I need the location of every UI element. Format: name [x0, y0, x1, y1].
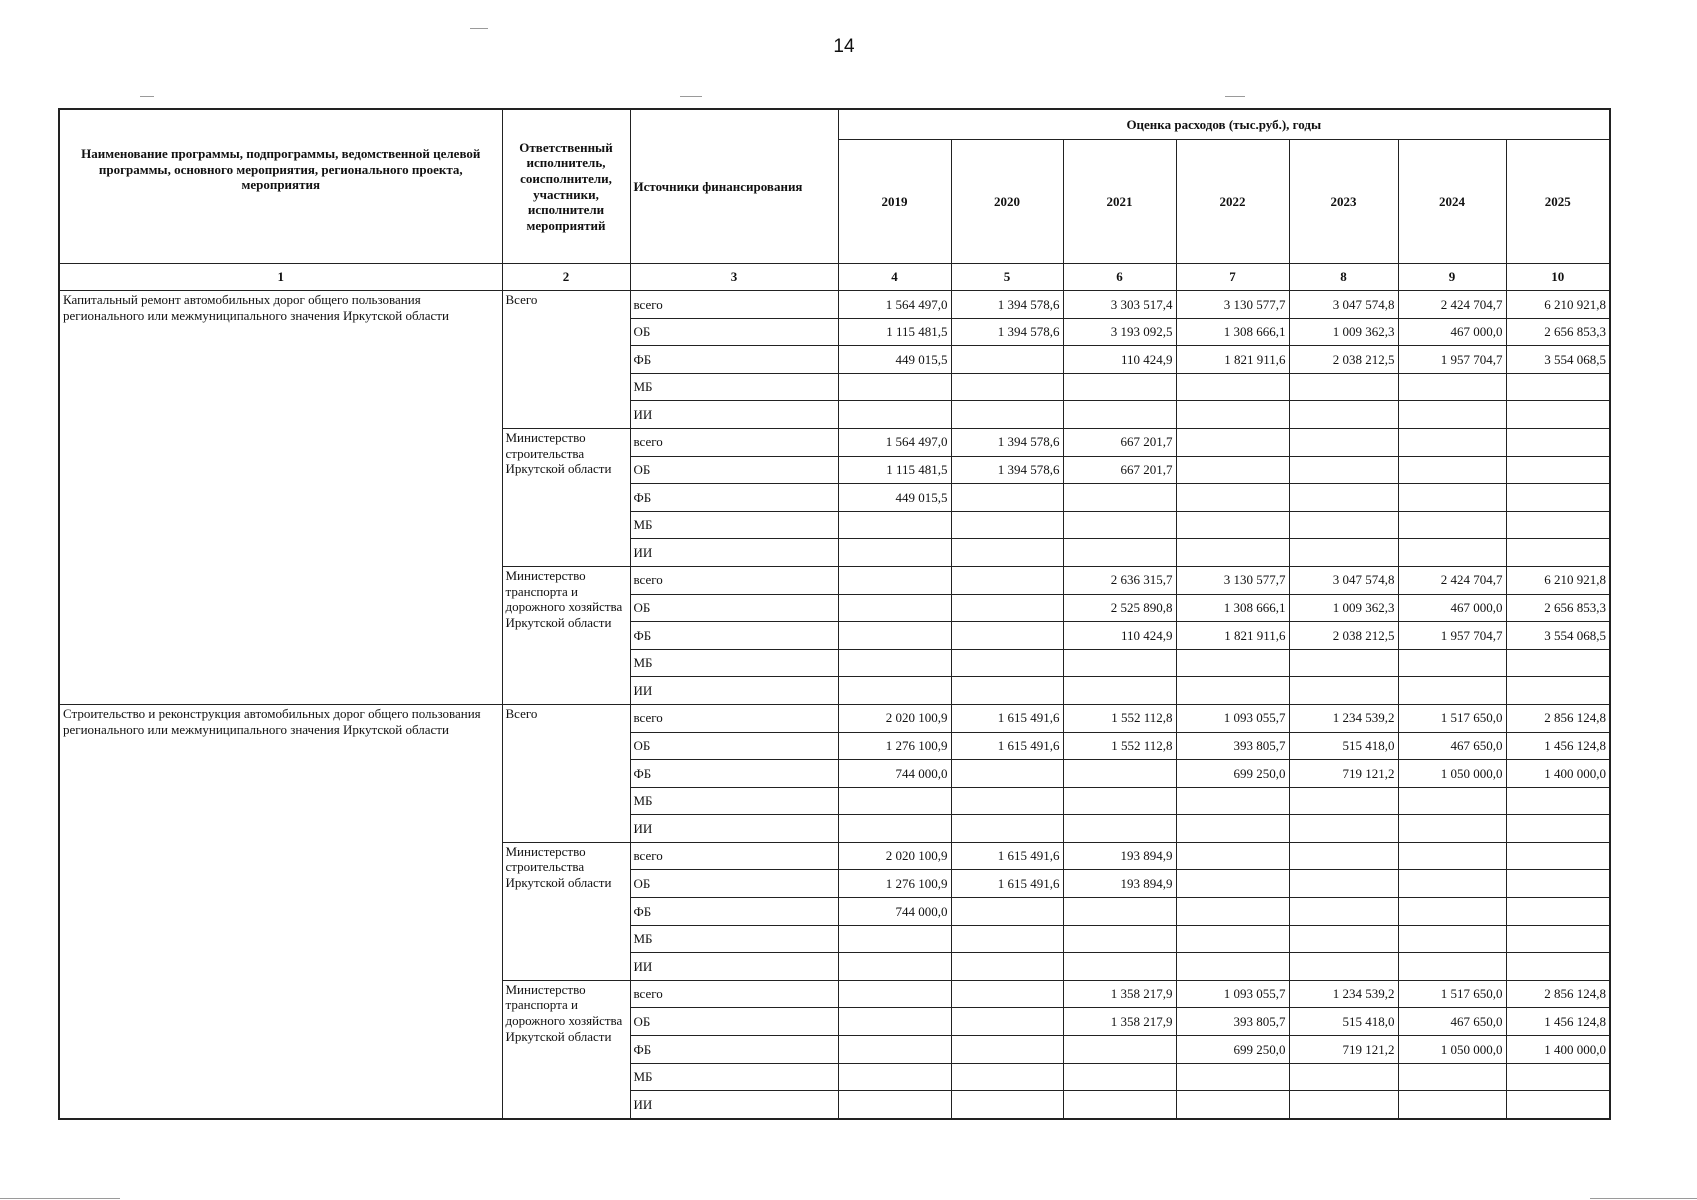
amount-cell: 2 020 100,9 [838, 842, 951, 870]
amount-cell [838, 1036, 951, 1064]
header-executor: Ответственный исполнитель, соисполнители, участники, исполнители мероприятий [502, 109, 630, 264]
amount-cell [1506, 539, 1610, 567]
amount-cell: 1 394 578,6 [951, 318, 1063, 346]
amount-cell: 1 821 911,6 [1176, 622, 1289, 650]
amount-cell [1289, 677, 1398, 705]
amount-cell [1063, 1036, 1176, 1064]
amount-cell [1289, 898, 1398, 926]
amount-cell: 1 394 578,6 [951, 456, 1063, 484]
funding-source-cell: ОБ [630, 594, 838, 622]
amount-cell [838, 1008, 951, 1036]
amount-cell: 2 424 704,7 [1398, 566, 1506, 594]
amount-cell: 1 456 124,8 [1506, 1008, 1610, 1036]
amount-cell: 1 400 000,0 [1506, 760, 1610, 788]
funding-source-cell: всего [630, 291, 838, 319]
amount-cell [951, 1063, 1063, 1091]
amount-cell [1506, 456, 1610, 484]
program-name-cell: Капитальный ремонт автомобильных дорог общего пользования регионального или межмуниципального значения Иркутской области [59, 291, 502, 705]
amount-cell: 1 234 539,2 [1289, 980, 1398, 1008]
amount-cell: 667 201,7 [1063, 428, 1176, 456]
amount-cell [1398, 898, 1506, 926]
column-number: 2 [502, 264, 630, 291]
funding-source-cell: ОБ [630, 456, 838, 484]
executor-cell: Министерство строительства Иркутской области [502, 842, 630, 980]
amount-cell [1063, 484, 1176, 512]
amount-cell [1289, 842, 1398, 870]
amount-cell [1398, 842, 1506, 870]
amount-cell: 1 821 911,6 [1176, 346, 1289, 374]
amount-cell: 1 957 704,7 [1398, 346, 1506, 374]
amount-cell [1063, 539, 1176, 567]
amount-cell: 3 303 517,4 [1063, 291, 1176, 319]
amount-cell [951, 511, 1063, 539]
amount-cell [1063, 511, 1176, 539]
amount-cell: 1 234 539,2 [1289, 704, 1398, 732]
amount-cell [1176, 842, 1289, 870]
amount-cell [1398, 677, 1506, 705]
funding-source-cell: МБ [630, 649, 838, 677]
amount-cell [1289, 1063, 1398, 1091]
amount-cell [1506, 842, 1610, 870]
amount-cell [1398, 456, 1506, 484]
amount-cell [1398, 870, 1506, 898]
amount-cell [951, 346, 1063, 374]
funding-source-cell: ИИ [630, 677, 838, 705]
scan-speck [0, 1198, 120, 1199]
amount-cell [1398, 953, 1506, 981]
amount-cell [1176, 484, 1289, 512]
scan-speck [680, 96, 702, 97]
amount-cell [1398, 649, 1506, 677]
amount-cell [951, 1091, 1063, 1119]
funding-source-cell: МБ [630, 373, 838, 401]
amount-cell: 1 115 481,5 [838, 318, 951, 346]
amount-cell [1506, 428, 1610, 456]
amount-cell [838, 649, 951, 677]
scan-speck [470, 28, 488, 29]
amount-cell: 1 400 000,0 [1506, 1036, 1610, 1064]
amount-cell: 1 552 112,8 [1063, 704, 1176, 732]
amount-cell [1289, 953, 1398, 981]
amount-cell [1063, 760, 1176, 788]
funding-source-cell: ФБ [630, 622, 838, 650]
funding-source-cell: МБ [630, 925, 838, 953]
funding-source-cell: всего [630, 566, 838, 594]
funding-source-cell: МБ [630, 1063, 838, 1091]
amount-cell: 1 615 491,6 [951, 732, 1063, 760]
amount-cell [1506, 373, 1610, 401]
amount-cell: 193 894,9 [1063, 870, 1176, 898]
header-year: 2022 [1176, 140, 1289, 264]
amount-cell: 449 015,5 [838, 346, 951, 374]
amount-cell: 467 650,0 [1398, 1008, 1506, 1036]
amount-cell [838, 953, 951, 981]
funding-source-cell: ОБ [630, 318, 838, 346]
header-year: 2023 [1289, 140, 1398, 264]
amount-cell: 1 517 650,0 [1398, 704, 1506, 732]
header-expense-estimate: Оценка расходов (тыс.руб.), годы [838, 109, 1610, 140]
amount-cell [1063, 925, 1176, 953]
funding-source-cell: ФБ [630, 898, 838, 926]
amount-cell [838, 1091, 951, 1119]
amount-cell [1176, 925, 1289, 953]
amount-cell: 2 020 100,9 [838, 704, 951, 732]
amount-cell: 667 201,7 [1063, 456, 1176, 484]
amount-cell [1506, 1063, 1610, 1091]
amount-cell [1398, 539, 1506, 567]
executor-cell: Министерство транспорта и дорожного хозяйства Иркутской области [502, 980, 630, 1118]
amount-cell: 719 121,2 [1289, 1036, 1398, 1064]
funding-source-cell: ОБ [630, 870, 838, 898]
amount-cell [1398, 428, 1506, 456]
executor-cell: Министерство строительства Иркутской области [502, 428, 630, 566]
amount-cell: 1 456 124,8 [1506, 732, 1610, 760]
amount-cell: 1 615 491,6 [951, 842, 1063, 870]
amount-cell [1063, 677, 1176, 705]
amount-cell: 1 615 491,6 [951, 870, 1063, 898]
amount-cell: 2 856 124,8 [1506, 980, 1610, 1008]
amount-cell [838, 1063, 951, 1091]
header-year: 2025 [1506, 140, 1610, 264]
amount-cell [1398, 373, 1506, 401]
amount-cell: 3 193 092,5 [1063, 318, 1176, 346]
amount-cell [951, 1008, 1063, 1036]
amount-cell: 467 650,0 [1398, 732, 1506, 760]
amount-cell: 2 656 853,3 [1506, 318, 1610, 346]
amount-cell [951, 594, 1063, 622]
amount-cell: 2 038 212,5 [1289, 346, 1398, 374]
page-number: 14 [833, 36, 855, 57]
amount-cell [1289, 1091, 1398, 1119]
amount-cell: 1 308 666,1 [1176, 318, 1289, 346]
amount-cell [1289, 649, 1398, 677]
executor-cell: Всего [502, 291, 630, 429]
column-number: 5 [951, 264, 1063, 291]
amount-cell [1063, 373, 1176, 401]
amount-cell [838, 815, 951, 843]
amount-cell: 467 000,0 [1398, 594, 1506, 622]
amount-cell [838, 566, 951, 594]
amount-cell [1398, 484, 1506, 512]
amount-cell: 393 805,7 [1176, 1008, 1289, 1036]
amount-cell [1289, 925, 1398, 953]
funding-source-cell: всего [630, 704, 838, 732]
amount-cell: 1 308 666,1 [1176, 594, 1289, 622]
amount-cell [838, 594, 951, 622]
header-year: 2019 [838, 140, 951, 264]
funding-source-cell: ОБ [630, 732, 838, 760]
executor-cell: Всего [502, 704, 630, 842]
amount-cell [951, 401, 1063, 429]
header-year: 2020 [951, 140, 1063, 264]
amount-cell [1176, 677, 1289, 705]
amount-cell [1176, 649, 1289, 677]
amount-cell: 1 957 704,7 [1398, 622, 1506, 650]
amount-cell: 515 418,0 [1289, 732, 1398, 760]
amount-cell: 1 517 650,0 [1398, 980, 1506, 1008]
amount-cell [1506, 511, 1610, 539]
amount-cell: 449 015,5 [838, 484, 951, 512]
amount-cell: 719 121,2 [1289, 760, 1398, 788]
amount-cell [951, 787, 1063, 815]
amount-cell: 744 000,0 [838, 898, 951, 926]
amount-cell [1063, 649, 1176, 677]
amount-cell [838, 677, 951, 705]
amount-cell [1176, 1091, 1289, 1119]
amount-cell: 699 250,0 [1176, 760, 1289, 788]
amount-cell [1506, 484, 1610, 512]
column-number: 6 [1063, 264, 1176, 291]
amount-cell [1176, 456, 1289, 484]
funding-source-cell: МБ [630, 787, 838, 815]
amount-cell [838, 622, 951, 650]
amount-cell [1063, 787, 1176, 815]
funding-source-cell: ИИ [630, 953, 838, 981]
amount-cell: 6 210 921,8 [1506, 566, 1610, 594]
amount-cell [1398, 401, 1506, 429]
amount-cell [1176, 401, 1289, 429]
table-header [59, 109, 1610, 291]
amount-cell [838, 401, 951, 429]
amount-cell: 3 554 068,5 [1506, 622, 1610, 650]
amount-cell: 1 358 217,9 [1063, 1008, 1176, 1036]
funding-source-cell: ФБ [630, 1036, 838, 1064]
amount-cell [951, 980, 1063, 1008]
funding-source-cell: ИИ [630, 539, 838, 567]
funding-source-cell: ФБ [630, 346, 838, 374]
amount-cell [1176, 953, 1289, 981]
amount-cell [1289, 428, 1398, 456]
budget-table [58, 108, 1611, 1120]
amount-cell: 1 564 497,0 [838, 291, 951, 319]
amount-cell: 1 394 578,6 [951, 428, 1063, 456]
table-row [59, 704, 1610, 732]
funding-source-cell: ИИ [630, 1091, 838, 1119]
column-number: 10 [1506, 264, 1610, 291]
amount-cell [951, 898, 1063, 926]
amount-cell: 515 418,0 [1289, 1008, 1398, 1036]
scan-speck [1225, 96, 1245, 97]
amount-cell: 1 276 100,9 [838, 870, 951, 898]
amount-cell [1506, 787, 1610, 815]
amount-cell [1176, 787, 1289, 815]
amount-cell [1063, 1091, 1176, 1119]
amount-cell: 699 250,0 [1176, 1036, 1289, 1064]
column-number: 1 [59, 264, 502, 291]
amount-cell [1289, 870, 1398, 898]
amount-cell [1176, 511, 1289, 539]
funding-source-cell: всего [630, 842, 838, 870]
amount-cell [1398, 815, 1506, 843]
amount-cell [1176, 898, 1289, 926]
amount-cell: 2 424 704,7 [1398, 291, 1506, 319]
amount-cell [1506, 898, 1610, 926]
amount-cell: 1 564 497,0 [838, 428, 951, 456]
amount-cell [1176, 870, 1289, 898]
column-number: 8 [1289, 264, 1398, 291]
amount-cell: 2 856 124,8 [1506, 704, 1610, 732]
scan-speck [140, 96, 154, 97]
amount-cell [1176, 815, 1289, 843]
amount-cell [1176, 1063, 1289, 1091]
funding-source-cell: ИИ [630, 815, 838, 843]
amount-cell [838, 925, 951, 953]
amount-cell: 1 276 100,9 [838, 732, 951, 760]
header-year: 2024 [1398, 140, 1506, 264]
amount-cell [1176, 428, 1289, 456]
table-body [59, 291, 1610, 1119]
funding-source-cell: всего [630, 980, 838, 1008]
amount-cell: 3 047 574,8 [1289, 291, 1398, 319]
column-number: 4 [838, 264, 951, 291]
amount-cell [1398, 511, 1506, 539]
amount-cell [1289, 373, 1398, 401]
amount-cell [1063, 815, 1176, 843]
amount-cell: 1 394 578,6 [951, 291, 1063, 319]
amount-cell [1506, 815, 1610, 843]
amount-cell: 110 424,9 [1063, 622, 1176, 650]
amount-cell [838, 787, 951, 815]
funding-source-cell: всего [630, 428, 838, 456]
amount-cell: 193 894,9 [1063, 842, 1176, 870]
amount-cell: 3 130 577,7 [1176, 291, 1289, 319]
amount-cell [951, 373, 1063, 401]
amount-cell: 1 093 055,7 [1176, 704, 1289, 732]
amount-cell [1398, 787, 1506, 815]
amount-cell [951, 566, 1063, 594]
amount-cell [838, 980, 951, 1008]
amount-cell [1063, 1063, 1176, 1091]
amount-cell [1506, 1091, 1610, 1119]
amount-cell: 2 636 315,7 [1063, 566, 1176, 594]
amount-cell [1289, 401, 1398, 429]
amount-cell: 3 130 577,7 [1176, 566, 1289, 594]
amount-cell [951, 953, 1063, 981]
amount-cell: 1 615 491,6 [951, 704, 1063, 732]
amount-cell: 1 009 362,3 [1289, 594, 1398, 622]
amount-cell: 1 552 112,8 [1063, 732, 1176, 760]
amount-cell [1176, 373, 1289, 401]
amount-cell: 110 424,9 [1063, 346, 1176, 374]
amount-cell [951, 760, 1063, 788]
amount-cell [1506, 925, 1610, 953]
amount-cell: 1 050 000,0 [1398, 760, 1506, 788]
funding-source-cell: ИИ [630, 401, 838, 429]
funding-source-cell: ФБ [630, 484, 838, 512]
amount-cell [1289, 511, 1398, 539]
amount-cell [1063, 401, 1176, 429]
amount-cell: 1 009 362,3 [1289, 318, 1398, 346]
funding-source-cell: МБ [630, 511, 838, 539]
amount-cell [1398, 925, 1506, 953]
funding-source-cell: ФБ [630, 760, 838, 788]
amount-cell: 1 050 000,0 [1398, 1036, 1506, 1064]
column-number: 7 [1176, 264, 1289, 291]
program-name-cell: Строительство и реконструкция автомобильных дорог общего пользования регионального или межмуниципального значения Иркутской области [59, 704, 502, 1118]
amount-cell [1506, 401, 1610, 429]
amount-cell [951, 1036, 1063, 1064]
amount-cell: 467 000,0 [1398, 318, 1506, 346]
amount-cell: 1 358 217,9 [1063, 980, 1176, 1008]
amount-cell [838, 539, 951, 567]
amount-cell [951, 815, 1063, 843]
funding-source-cell: ОБ [630, 1008, 838, 1036]
amount-cell [1506, 677, 1610, 705]
amount-cell: 393 805,7 [1176, 732, 1289, 760]
amount-cell: 3 047 574,8 [1289, 566, 1398, 594]
amount-cell [1398, 1063, 1506, 1091]
amount-cell: 2 038 212,5 [1289, 622, 1398, 650]
amount-cell: 2 525 890,8 [1063, 594, 1176, 622]
amount-cell: 744 000,0 [838, 760, 951, 788]
amount-cell: 6 210 921,8 [1506, 291, 1610, 319]
column-number: 3 [630, 264, 838, 291]
amount-cell [951, 539, 1063, 567]
amount-cell [951, 677, 1063, 705]
header-program-name: Наименование программы, подпрограммы, ведомственной целевой программы, основного мероприятия, регионального проекта, мероприятия [59, 109, 502, 264]
amount-cell [951, 925, 1063, 953]
amount-cell [1398, 1091, 1506, 1119]
amount-cell [1506, 649, 1610, 677]
amount-cell [1063, 953, 1176, 981]
amount-cell [1289, 787, 1398, 815]
amount-cell [1289, 815, 1398, 843]
amount-cell [951, 484, 1063, 512]
amount-cell [1063, 898, 1176, 926]
amount-cell [1289, 484, 1398, 512]
amount-cell [838, 373, 951, 401]
table-row [59, 291, 1610, 319]
executor-cell: Министерство транспорта и дорожного хозяйства Иркутской области [502, 566, 630, 704]
amount-cell [951, 622, 1063, 650]
amount-cell [1289, 539, 1398, 567]
amount-cell [1289, 456, 1398, 484]
amount-cell [1176, 539, 1289, 567]
column-number: 9 [1398, 264, 1506, 291]
amount-cell: 1 093 055,7 [1176, 980, 1289, 1008]
amount-cell: 1 115 481,5 [838, 456, 951, 484]
amount-cell: 3 554 068,5 [1506, 346, 1610, 374]
amount-cell [1506, 870, 1610, 898]
amount-cell: 2 656 853,3 [1506, 594, 1610, 622]
amount-cell [1506, 953, 1610, 981]
header-year: 2021 [1063, 140, 1176, 264]
scan-speck [1590, 1198, 1697, 1199]
amount-cell [838, 511, 951, 539]
column-numbers-row [59, 264, 1610, 291]
header-funding-source: Источники финансирования [630, 109, 838, 264]
amount-cell [951, 649, 1063, 677]
